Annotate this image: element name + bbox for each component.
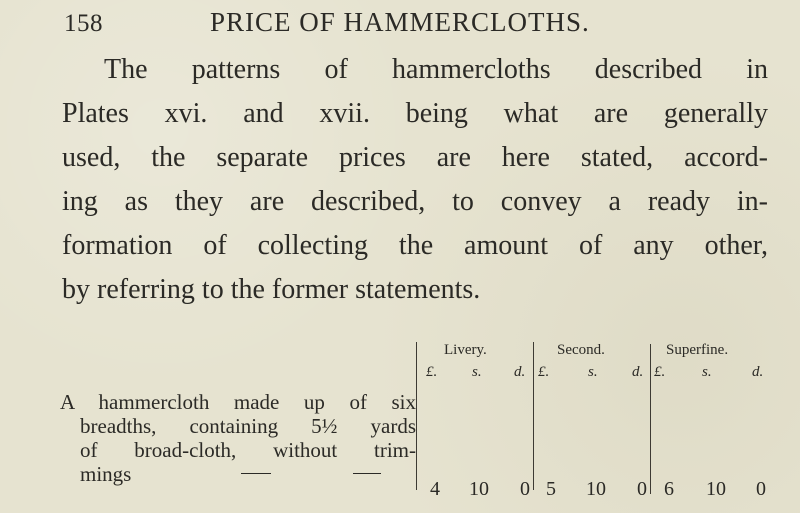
column-heading-second: Second. bbox=[557, 342, 605, 358]
second-pence: 0 bbox=[637, 478, 647, 500]
body-paragraph bbox=[62, 48, 768, 312]
item-description bbox=[60, 390, 416, 486]
paragraph-line-1: The patterns of hammercloths described in bbox=[104, 54, 768, 85]
superfine-pounds: 6 bbox=[664, 478, 674, 500]
unit-shillings: s. bbox=[472, 364, 482, 380]
unit-pence: d. bbox=[514, 364, 526, 380]
second-shillings: 10 bbox=[586, 478, 606, 500]
page-number: 158 bbox=[64, 10, 103, 37]
leader-dash bbox=[353, 473, 381, 474]
unit-shillings: s. bbox=[702, 364, 712, 380]
paragraph-line-3: used, the separate prices are here stated, accord- bbox=[62, 142, 768, 173]
unit-pence: d. bbox=[632, 364, 644, 380]
column-heading-superfine: Superfine. bbox=[666, 342, 729, 358]
superfine-shillings: 10 bbox=[706, 478, 726, 500]
column-heading-livery: Livery. bbox=[444, 342, 487, 358]
price-table bbox=[60, 338, 780, 513]
paragraph-line-6: by referring to the former statements. bbox=[62, 274, 481, 305]
unit-shillings: s. bbox=[588, 364, 598, 380]
paragraph-line-4: ing as they are described, to convey a ready in- bbox=[62, 186, 768, 217]
column-rule bbox=[650, 344, 651, 494]
item-line-4-text: mings bbox=[80, 462, 132, 486]
item-line-3: of broad-cloth, without trim- bbox=[80, 438, 416, 462]
livery-shillings: 10 bbox=[469, 478, 489, 500]
page-title: PRICE OF HAMMERCLOTHS. bbox=[210, 7, 590, 37]
leader-dash bbox=[241, 473, 271, 474]
livery-pounds: 4 bbox=[430, 478, 440, 500]
paragraph-line-5: formation of collecting the amount of any other, bbox=[62, 230, 768, 261]
second-pounds: 5 bbox=[546, 478, 556, 500]
unit-pounds: £. bbox=[426, 364, 438, 380]
item-line-2: breadths, containing 5½ yards bbox=[80, 414, 416, 438]
unit-pence: d. bbox=[752, 364, 764, 380]
column-rule bbox=[533, 342, 534, 490]
paragraph-line-2: Plates xvi. and xvii. being what are generally bbox=[62, 98, 768, 129]
item-line-1: A hammercloth made up of six bbox=[60, 390, 416, 414]
item-line-4 bbox=[60, 462, 416, 486]
unit-pounds: £. bbox=[538, 364, 550, 380]
running-head bbox=[64, 4, 784, 44]
column-rule bbox=[416, 342, 417, 490]
superfine-pence: 0 bbox=[756, 478, 766, 500]
unit-pounds: £. bbox=[654, 364, 666, 380]
livery-pence: 0 bbox=[520, 478, 530, 500]
